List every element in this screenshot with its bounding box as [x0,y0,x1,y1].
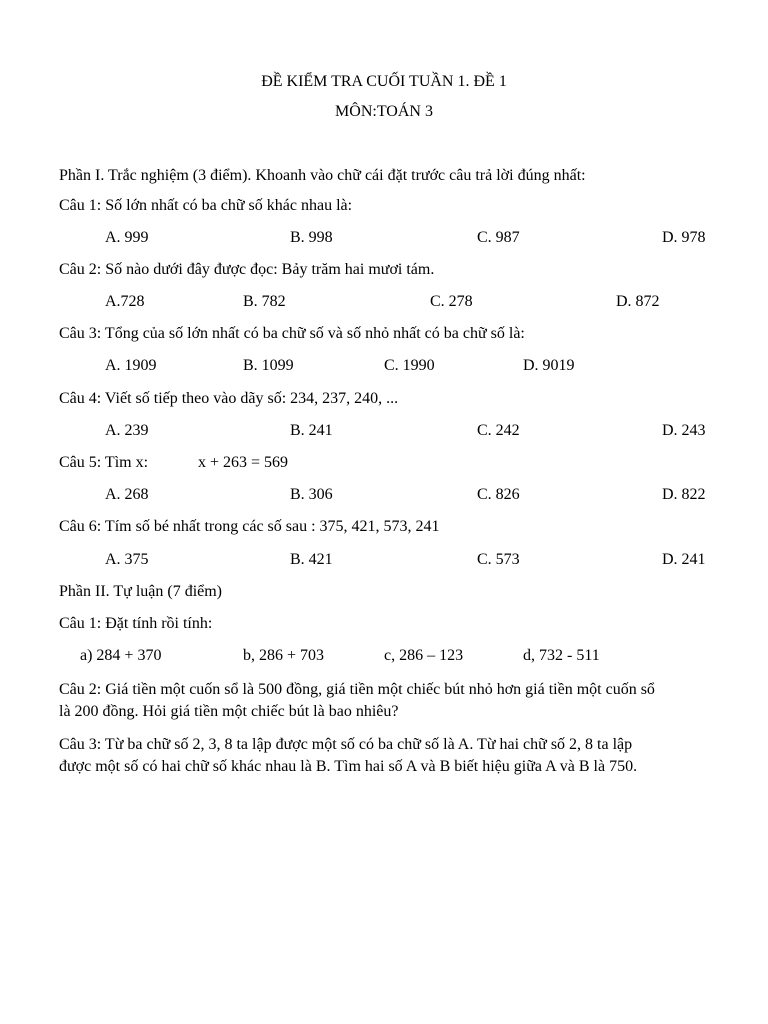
q2-option-d: D. 872 [616,293,660,310]
worksheet-title: ĐỀ KIỂM TRA CUỐI TUẦN 1. ĐỀ 1 [261,73,507,90]
q6-option-d: D. 241 [662,551,706,568]
q1-option-b: B. 998 [290,229,333,246]
essay-question-3-line2: được một số có hai chữ số khác nhau là B. Tìm hai số A và B biết hiệu giữa A và B là 750. [59,758,638,775]
essay-q1-item-c: c, 286 – 123 [384,647,464,664]
essay-question-2-line2: là 200 đồng. Hỏi giá tiền một chiếc bút là bao nhiêu? [59,703,399,720]
q4-option-d: D. 243 [662,422,706,439]
q5-option-d: D. 822 [662,486,706,503]
question-1: Câu 1: Số lớn nhất có ba chữ số khác nhau là: [59,197,353,214]
question-4: Câu 4: Viết số tiếp theo vào dãy số: 234, 237, 240, ... [59,390,399,407]
question-6: Câu 6: Tím số bé nhất trong các số sau : 375, 421, 573, 241 [59,518,440,535]
q1-option-d: D. 978 [662,229,706,246]
question-5: Câu 5: Tìm x: [59,454,149,471]
q1-option-c: C. 987 [477,229,520,246]
q3-option-c: C. 1990 [384,357,435,374]
q5-equation: x + 263 = 569 [198,454,289,471]
essay-question-3-line1: Câu 3: Từ ba chữ số 2, 3, 8 ta lập được một số có ba chữ số là A. Từ hai chữ số 2, 8 ta lập [59,736,633,753]
essay-q1-item-d: d, 732 - 511 [523,647,600,664]
q3-option-a: A. 1909 [105,357,157,374]
subject-title: MÔN:TOÁN 3 [335,103,433,120]
part1-heading: Phần I. Trắc nghiệm (3 điểm). Khoanh vào chữ cái đặt trước câu trả lời đúng nhất: [59,167,586,184]
q6-option-c: C. 573 [477,551,520,568]
question-3: Câu 3: Tổng của số lớn nhất có ba chữ số và số nhỏ nhất có ba chữ số là: [59,325,525,342]
q4-option-c: C. 242 [477,422,520,439]
q5-option-b: B. 306 [290,486,333,503]
q2-option-a: A.728 [105,293,145,310]
q5-option-a: A. 268 [105,486,149,503]
question-2: Câu 2: Số nào dưới đây được đọc: Bảy trăm hai mươi tám. [59,261,435,278]
q4-option-a: A. 239 [105,422,149,439]
essay-q1-item-a: a) 284 + 370 [80,647,162,664]
essay-q1-item-b: b, 286 + 703 [243,647,325,664]
q3-option-d: D. 9019 [523,357,575,374]
q4-option-b: B. 241 [290,422,333,439]
q6-option-a: A. 375 [105,551,149,568]
q2-option-c: C. 278 [430,293,473,310]
q6-option-b: B. 421 [290,551,333,568]
q2-option-b: B. 782 [243,293,286,310]
essay-question-2-line1: Câu 2: Giá tiền một cuốn sổ là 500 đồng, giá tiền một chiếc bút nhỏ hơn giá tiền một cuốn sổ [59,681,655,698]
part2-heading: Phần II. Tự luận (7 điểm) [59,583,223,600]
q1-option-a: A. 999 [105,229,149,246]
q5-option-c: C. 826 [477,486,520,503]
essay-question-1: Câu 1: Đặt tính rồi tính: [59,615,213,632]
q3-option-b: B. 1099 [243,357,294,374]
